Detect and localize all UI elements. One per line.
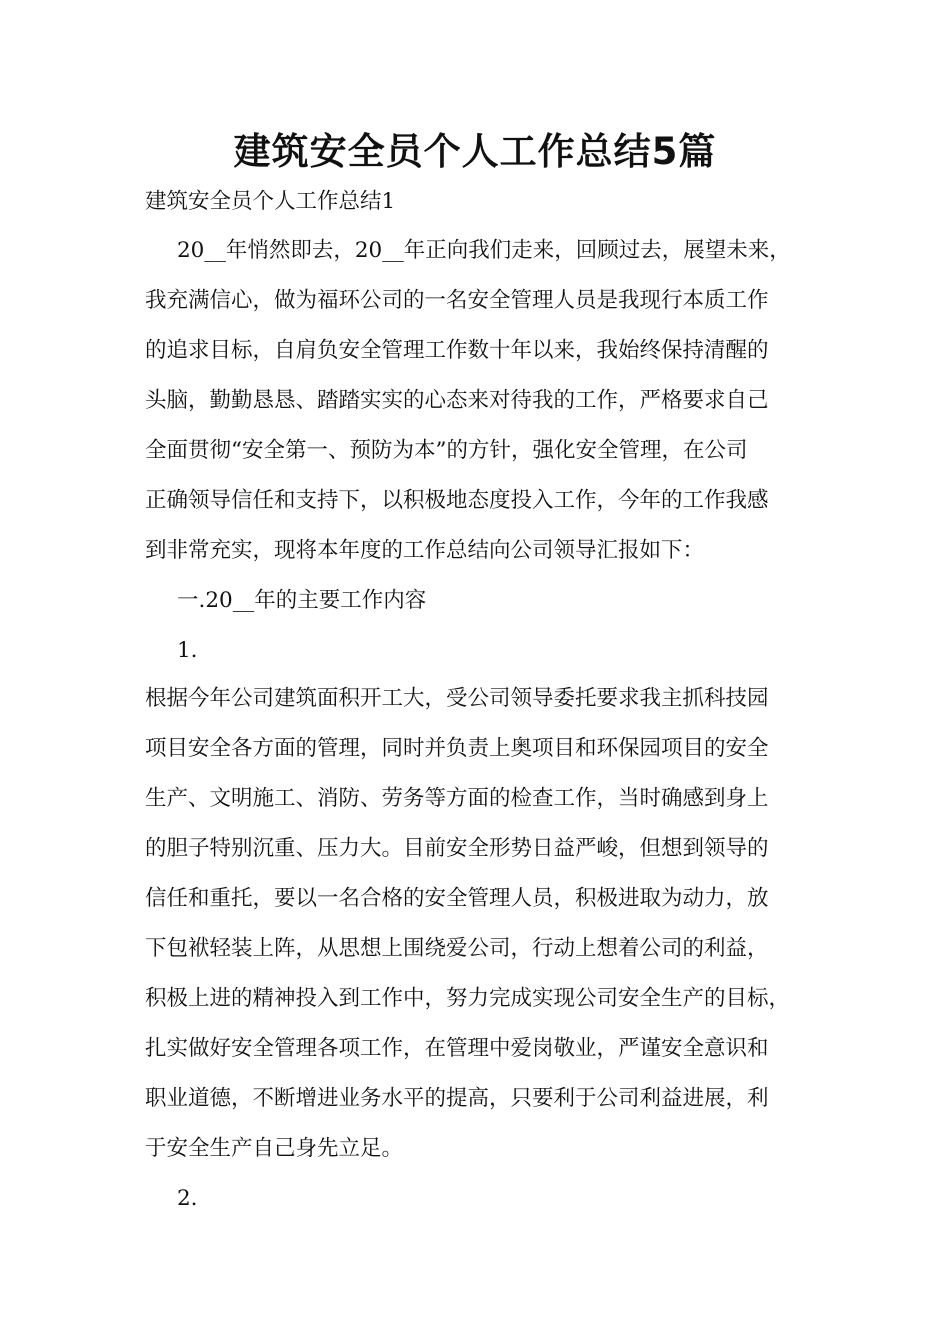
paragraph-2-line: 生产、文明施工、消防、劳务等方面的检查工作，当时确感到身上 bbox=[145, 786, 769, 811]
paragraph-1-line: 的追求目标，自肩负安全管理工作数十年以来，我始终保持清醒的 bbox=[145, 338, 769, 363]
paragraph-2-line: 的胆子特别沉重、压力大。目前安全形势日益严峻，但想到领导的 bbox=[145, 836, 769, 861]
item-2-number: 2. bbox=[177, 1186, 198, 1211]
item-1-number: 1. bbox=[177, 638, 198, 663]
paragraph-1-line: 到非常充实，现将本年度的工作总结向公司领导汇报如下： bbox=[145, 538, 705, 563]
paragraph-2-line: 根据今年公司建筑面积开工大，受公司领导委托要求我主抓科技园 bbox=[145, 686, 769, 711]
paragraph-1-line: 我充满信心，做为福环公司的一名安全管理人员是我现行本质工作 bbox=[145, 288, 769, 313]
paragraph-2-line: 积极上进的精神投入到工作中，努力完成实现公司安全生产的目标， bbox=[145, 986, 791, 1011]
paragraph-2-line: 扎实做好安全管理各项工作，在管理中爱岗敬业，严谨安全意识和 bbox=[145, 1036, 769, 1061]
paragraph-1-line: 头脑，勤勤恳恳、踏踏实实的心态来对待我的工作，严格要求自己 bbox=[145, 388, 769, 413]
document-subtitle: 建筑安全员个人工作总结1 bbox=[145, 189, 396, 214]
paragraph-2-line: 职业道德，不断增进业务水平的提高，只要利于公司利益进展，利 bbox=[145, 1086, 769, 1111]
section-1-heading: 一.20__年的主要工作内容 bbox=[177, 588, 427, 613]
document-title: 建筑安全员个人工作总结5篇 bbox=[233, 130, 717, 173]
paragraph-2-line: 项目安全各方面的管理，同时并负责上奥项目和环保园项目的安全 bbox=[145, 736, 769, 761]
paragraph-2-line: 下包袱轻装上阵，从思想上围绕爱公司，行动上想着公司的利益， bbox=[145, 936, 769, 961]
paragraph-2-line: 信任和重托，要以一名合格的安全管理人员，积极进取为动力，放 bbox=[145, 886, 769, 911]
paragraph-1-line: 正确领导信任和支持下，以积极地态度投入工作，今年的工作我感 bbox=[145, 488, 769, 513]
paragraph-1-line: 全面贯彻“安全第一、预防为本”的方针，强化安全管理，在公司 bbox=[145, 438, 748, 463]
paragraph-1-line: 20__年悄然即去，20__年正向我们走来，回顾过去，展望未来， bbox=[177, 238, 791, 263]
paragraph-2-line: 于安全生产自己身先立足。 bbox=[145, 1136, 404, 1161]
